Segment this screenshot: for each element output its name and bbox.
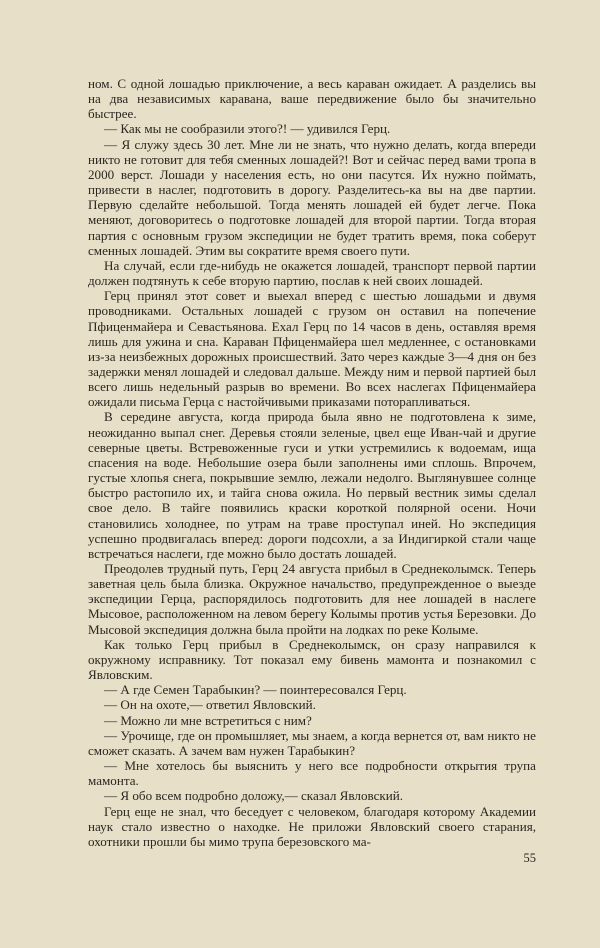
paragraph: — Можно ли мне встретиться с ним? [104,712,312,728]
paragraph: — Урочище, где он промышляет, мы знаем, а когда вернется от, вам никто не сможет сказать. А зачем вам нужен Тарабыкин? [88,727,536,758]
paragraph: ном. С одной лошадью приключение, а весь караван ожидает. А разделись вы на два независимых каравана, ваше передвижение было бы значительно быстрее. [88,76,536,122]
page-number: 55 [523,851,536,865]
body-text [88,76,536,849]
paragraph: — Он на охоте,— ответил Явловский. [104,697,316,713]
paragraph: Преодолев трудный путь, Герц 24 августа прибыл в Среднеколымск. Теперь заветная цель была близка. Окружное начальство, предупрежденное о выезде экспедиции Герца, распорядилось подготовить для нее лошадей в наслеге Мысовое, расположенном на левом берегу Колымы против устья Березовки. До Мысовой экспедиция должна была пройти на лодках по реке Колыме. [88,561,536,637]
paragraph: Герц еще не знал, что беседует с человеком, благодаря которому Академии наук стало известно о находке. Не приложи Явловский своего старания, охотники прошли бы мимо трупа березовского ма- [88,803,536,849]
paragraph: Герц принял этот совет и выехал вперед с шестью лошадьми и двумя проводниками. Остальных лошадей с грузом он оставил на попечение Пфиценмайера и Севастьянова. Ехал Герц по 14 часов в день, оставляя время лишь для ужина и сна. Караван Пфиценмайера шел медленнее, с остановками из-за неизбежных дорожных происшествий. Зато через каждые 3—4 дня он без задержки менял лошадей и следовал дальше. Между ним и первой партией был всего лишь недельный разрыв во времени. Во всех наслегах Пфиценмайера ожидали письма Герца с настойчивыми приказами поторапливаться. [88,288,536,410]
paragraph: — Мне хотелось бы выяснить у него все подробности открытия трупа мамонта. [88,758,536,789]
paragraph: — Как мы не сообразили этого?! — удивился Герц. [104,121,391,137]
paragraph: — Я обо всем подробно доложу,— сказал Явловский. [104,788,404,804]
paragraph: — А где Семен Тарабыкин? — поинтересовался Герц. [104,682,407,698]
paragraph: В середине августа, когда природа была явно не подготовлена к зиме, неожиданно выпал снег. Деревья стояли зеленые, цвел еще Иван-чай и другие северные цветы. Встревоженные гуси и утки устремились к водоемам, ища спасения на воде. Небольшие озера были заполнены ими сплошь. Впрочем, густые хлопья снега, покрывшие землю, лежали недолго. Выглянувшее солнце быстро растопило их, и тайга снова ожила. Но первый вестник зимы сделал свое дело. В тайге появились краски короткой полярной осени. Ночи становились холоднее, по утрам на траве проступал иней. Но экспедиция успешно продвигалась вперед: дороги подсохли, а за Индигиркой стали чаще встречаться наслеги, где можно было достать лошадей. [88,409,536,561]
paragraph: На случай, если где-нибудь не окажется лошадей, транспорт первой партии должен подтянуть к себе вторую партию, послав к ней своих лошадей. [88,257,536,289]
paragraph: Как только Герц прибыл в Среднеколымск, он сразу направился к окружному исправнику. Тот показал ему бивень мамонта и познакомил с Явловским. [88,636,536,683]
paragraph: — Я служу здесь 30 лет. Мне ли не знать, что нужно делать, когда впереди никто не готовит для тебя сменных лошадей?! Вот и сейчас перед вами тропа в 2000 верст. Лошади у населения есть, но они пасутся. Их нужно поймать, привести в наслег, подготовить в дорогу. Разделитесь-ка вы на две партии. Первую сделайте небольшой. Тогда менять лошадей ей будет легче. Пока меняют, договоритесь о подготовке лошадей для второй партии. Тогда вторая партия с основным грузом экспедиции не будет тратить время, пока соберут сменных лошадей. Этим вы сократите время своего пути. [88,136,536,258]
